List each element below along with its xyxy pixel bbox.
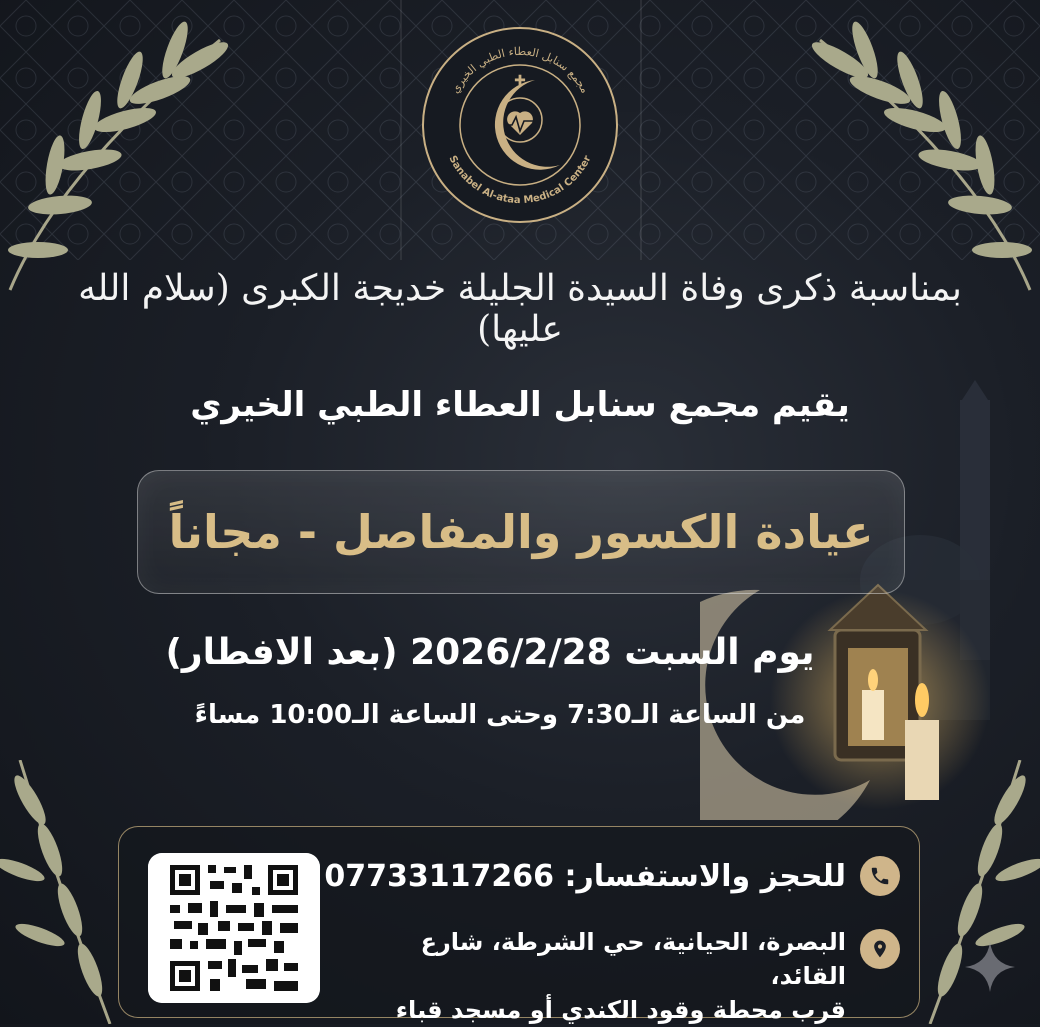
sparkle-icon [965,942,1015,992]
phone-number[interactable]: للحجز والاستفسار: 07733117266 [324,858,846,894]
address-row [340,925,900,1024]
address-line-2: قرب محطة وقود الكندي أو مسجد قباء [395,996,846,1024]
mosque-lantern-illustration [700,380,1040,820]
olive-branch-bottom-left [0,760,120,1024]
event-time: من الساعة الـ7:30 وحتى الساعة الـ10:00 مساءً [194,700,806,730]
qr-code[interactable] [148,853,320,1003]
panel-divider [400,0,402,260]
olive-branch-top-left [0,20,250,300]
logo-arabic-name: مجمع سنابل العطاء الطبي الخيري [448,44,592,96]
event-date: يوم السبت 2026/2/28 (بعد الافطار) [165,632,815,673]
occasion-headline: بمناسبة ذكرى وفاة السيدة الجليلة خديجة الكبرى (سلام الله عليها) [78,268,962,350]
logo-english-name: Sanabel Al-ataa Medical Center [446,153,594,207]
clinic-title: عيادة الكسور والمفاصل - مجاناً [168,505,874,559]
organizer-text: يقيم مجمع سنابل العطاء الطبي الخيري [190,385,850,425]
svg-text:✚: ✚ [514,73,526,89]
clinic-title-box [137,470,905,594]
panel-divider [640,0,642,260]
olive-branch-top-right [790,20,1040,300]
address-text [340,925,846,1027]
center-logo [420,25,620,225]
phone-icon [860,856,900,896]
address-line-1: البصرة، الحيانية، حي الشرطة، شارع القائد، [420,928,846,990]
phone-row [324,856,900,896]
location-pin-icon [860,929,900,969]
